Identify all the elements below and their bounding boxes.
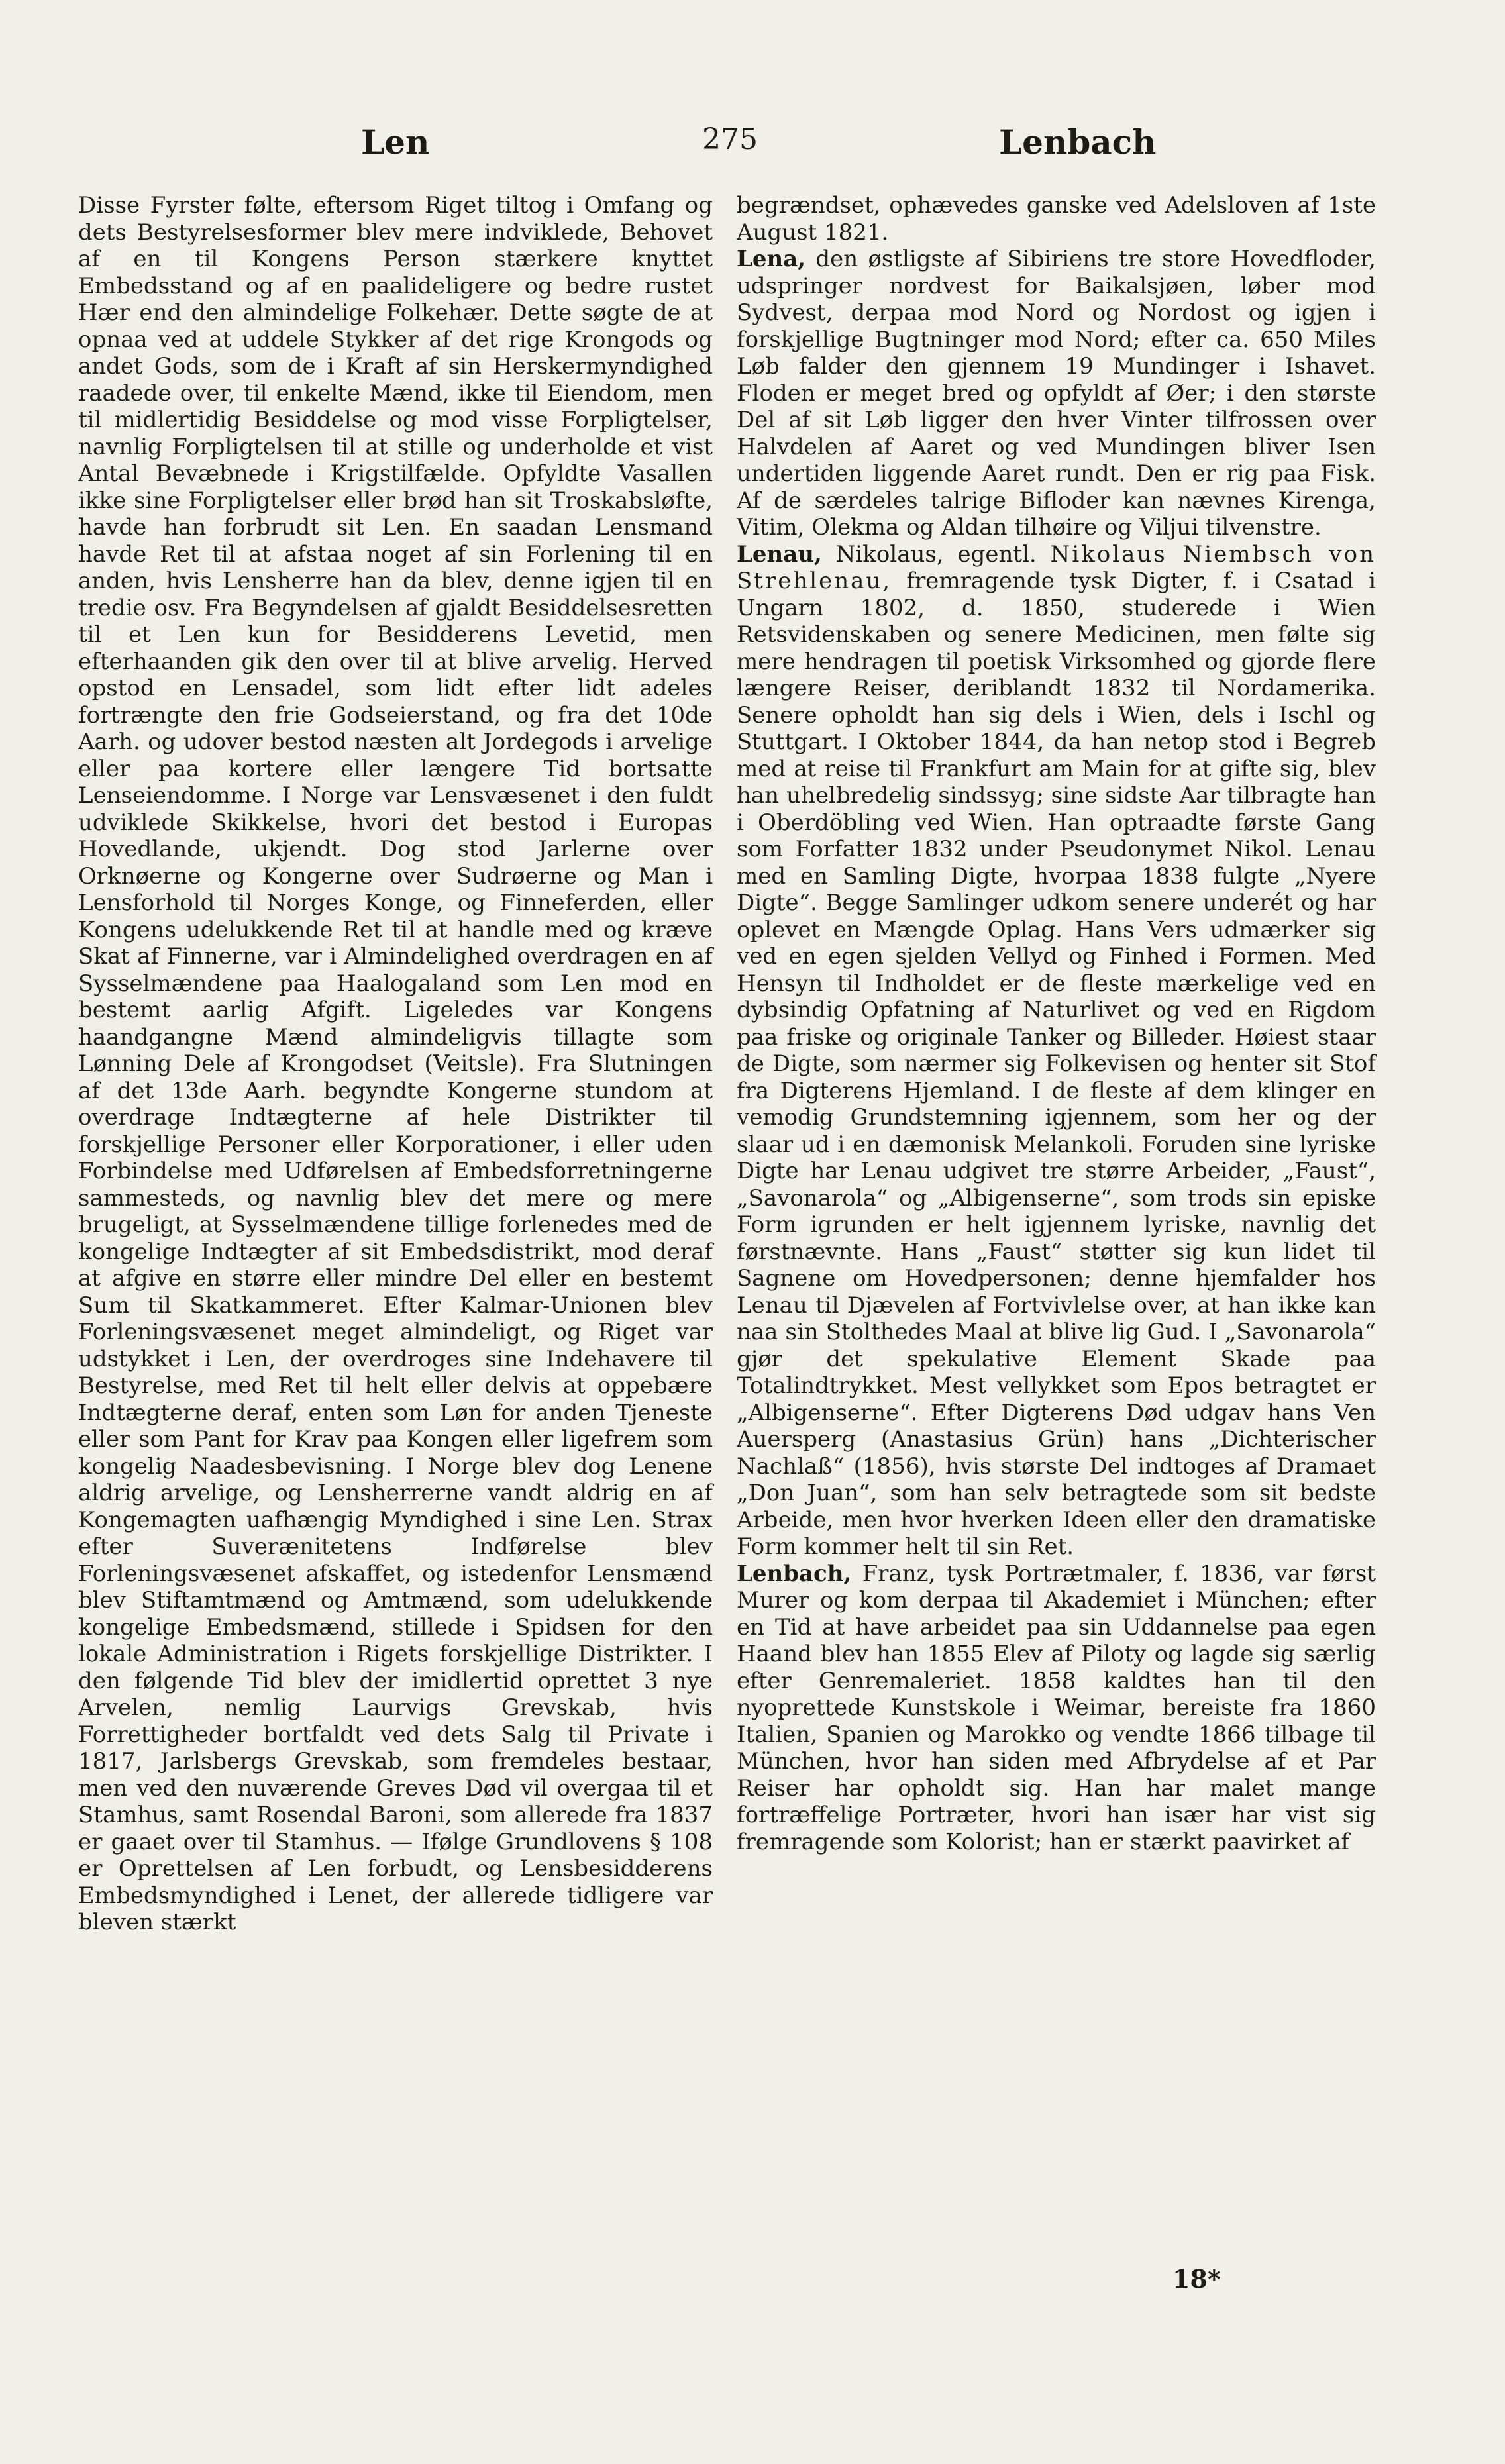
page-number: 275 <box>702 123 758 156</box>
entry-lenbach-text: Franz, tysk Portrætmaler, f. 1836, var først Murer og kom derpaa til Akademiet i München; efter en Tid at have arbeidet paa sin Uddannelse paa egen Haand blev han 1855 Elev af Piloty og lagde sig særlig efter Genremaleriet. 1858 kaldtes han til den nyoprettede Kunstskole i Weimar, bereiste fra 1860 Italien, Spanien og Marokko og vendte 1866 tilbage til München, hvor han siden med Afbrydelse af et Par Reiser har opholdt sig. Han har malet mange fortræffelige Portræter, hvori han især har vist sig fremragende som Kolorist; han er stærkt paavirket af <box>737 1560 1376 1855</box>
entry-lenau-lead: Nikolaus, egentl. <box>821 540 1051 568</box>
headword-lenbach: Lenbach, <box>737 1560 852 1587</box>
entry-lena <box>737 246 1376 541</box>
right-column <box>737 192 1376 1855</box>
entry-lenau-text: fremragende tysk Digter, f. i Csatad i Ungarn 1802, d. 1850, studerede i Wien Retsvidenskaben og senere Medicinen, men følte sig mere hendragen til poetisk Virksomhed og gjorde flere længere Reiser, deriblandt 1832 til Nordamerika. Senere opholdt han sig dels i Wien, dels i Ischl og Stuttgart. I Oktober 1844, da han netop stod i Begreb med at reise til Frankfurt am Main for at gifte sig, blev han uhelbredelig sindssyg; sine sidste Aar tilbragte han i Oberdöbling ved Wien. Han optraadte første Gang som Forfatter 1832 under Pseudonymet Nikol. Lenau med en Samling Digte, hvorpaa 1838 fulgte „Nyere Digte“. Begge Samlinger udkom senere underét og har oplevet en Mængde Oplag. Hans Vers udmærker sig ved en egen sjelden Vellyd og Finhed i Formen. Med Hensyn til Indholdet er de fleste mærkelige ved en dybsindig Opfatning af Naturlivet og ved en Rigdom paa friske og originale Tanker og Billeder. Høiest staar de Digte, som nærmer sig Folkevisen og henter sit Stof fra Digterens Hjemland. I de fleste af dem klinger en vemodig Grundstemning igjennem, som her og der slaar ud i en dæmonisk Melankoli. Foruden sine lyriske Digte har Lenau udgivet tre større Arbeider, „Faust“, „Savonarola“ og „Albigenserne“, som trods sin episke Form igrunden er helt igjennem lyriske, navnlig det førstnævnte. Hans „Faust“ støtter sig kun lidet til Sagnene om Hovedpersonen; denne hjemfalder hos Lenau til Djævelen af Fortvivlelse over, at han ikke kan naa sin Stolthedes Maal at blive lig Gud. I „Savonarola“ gjør det spekulative Element Skade paa Totalindtrykket. Mest vellykket som Epos betragtet er „Albigenserne“. Efter Digterens Død udgav hans Ven Auersperg (Anastasius Grün) hans „Dichterischer Nachlaß“ (1856), hvis største Del indtoges af Dramaet „Don Juan“, som han selv betragtede som sit bedste Arbeide, men hvor hverken Ideen eller den dramatiske Form kommer helt til sin Ret. <box>737 568 1376 1560</box>
entry-lenau <box>737 541 1376 1561</box>
header-left-keyword: Len <box>361 123 430 162</box>
printer-signature: 18* <box>1172 2264 1221 2294</box>
headword-lena: Lena, <box>737 246 806 272</box>
headword-lenau: Lenau, <box>737 540 822 568</box>
right-intro: begrændset, ophævedes ganske ved Adelsloven af 1ste August 1821. <box>737 192 1376 246</box>
entry-lenbach <box>737 1561 1376 1856</box>
entry-lena-text: den østligste af Sibiriens tre store Hovedfloder, udspringer nordvest for Baikalsjøen, løber mod Sydvest, derpaa mod Nord og Nordost og igjen i forskjellige Bugtninger mod Nord; efter ca. 650 Miles Løb falder den gjennem 19 Mundinger i Ishavet. Floden er meget bred og opfyldt af Øer; i den største Del af sit Løb ligger den hver Vinter tilfrossen over Halvdelen af Aaret og ved Mundingen bliver Isen undertiden liggende Aaret rundt. Den er rig paa Fisk. Af de særdeles talrige Bifloder kan nævnes Kirenga, Vitim, Olekma og Aldan tilhøire og Viljui tilvenstre. <box>737 246 1376 540</box>
header-right-keyword: Lenbach <box>999 123 1157 162</box>
entry-lenau-fullname: Nikolaus Niembsch von Strehlenau, <box>737 540 1376 594</box>
left-paragraph: Disse Fyrster følte, eftersom Riget tiltog i Omfang og dets Bestyrelsesformer blev mere indviklede, Behovet af en til Kongens Person stærkere knyttet Embedsstand og af en paalideligere og bedre rustet Hær end den almindelige Folkehær. Dette søgte de at opnaa ved at uddele Stykker af det rige Krongods og andet Gods, som de i Kraft af sin Herskermyndighed raadede over, til enkelte Mænd, ikke til Eiendom, men til midlertidig Besiddelse og mod visse Forpligtelser, navnlig Forpligtelsen til at stille og underholde et vist Antal Bevæbnede i Krigstilfælde. Opfyldte Vasallen ikke sine Forpligtelser eller brød han sit Troskabsløfte, havde han forbrudt sit Len. En saadan Lensmand havde Ret til at afstaa noget af sin Forlening til en anden, hvis Lensherre han da blev, denne igjen til en tredie osv. Fra Begyndelsen af gjaldt Besiddelsesretten til et Len kun for Besidderens Levetid, men efterhaanden gik den over til at blive arvelig. Herved opstod en Lensadel, som lidt efter lidt adeles fortrængte den frie Godseierstand, og fra det 10de Aarh. og udover bestod næsten alt Jordegods i arvelige eller paa kortere eller længere Tid bortsatte Lenseiendomme. I Norge var Lensvæsenet i den fuldt udviklede Skikkelse, hvori det bestod i Europas Hovedlande, ukjendt. Dog stod Jarlerne over Orknøerne og Kongerne over Sudrøerne og Man i Lensforhold til Norges Konge, og Finneferden, eller Kongens udelukkende Ret til at handle med og kræve Skat af Finnerne, var i Almindelighed overdragen en af Sysselmændene paa Haalogaland som Len mod en bestemt aarlig Afgift. Ligeledes var Kongens haandgangne Mænd almindeligvis tillagte som Lønning Dele af Krongodset (Veitsle). Fra Slutningen af det 13de Aarh. begyndte Kongerne stundom at overdrage Indtægterne af hele Distrikter til forskjellige Personer eller Korporationer, i eller uden Forbindelse med Udførelsen af Embedsforretningerne sammesteds, og navnlig blev det mere og mere brugeligt, at Sysselmændene tillige forlenedes med de kongelige Indtægter af sit Embedsdistrikt, mod deraf at afgive en større eller mindre Del eller en bestemt Sum til Skatkammeret. Efter Kalmar-Unionen blev Forleningsvæsenet meget almindeligt, og Riget var udstykket i Len, der overdroges sine Indehavere til Bestyrelse, med Ret til helt eller delvis at oppebære Indtægterne deraf, enten som Løn for anden Tjeneste eller som Pant for Krav paa Kongen eller ligefrem som kongelig Naadesbevisning. I Norge blev dog Lenene aldrig arvelige, og Lensherrerne vandt aldrig en af Kongemagten uafhængig Myndighed i sine Len. Strax efter Suverænitetens Indførelse blev Forleningsvæsenet afskaffet, og istedenfor Lensmænd blev Stiftamtmænd og Amtmænd, som udelukkende kongelige Embedsmænd, stillede i Spidsen for den lokale Administration i Rigets forskjellige Distrikter. I den følgende Tid blev der imidlertid oprettet 3 nye Arvelen, nemlig Laurvigs Grevskab, hvis Forrettigheder bortfaldt ved dets Salg til Private i 1817, Jarlsbergs Grevskab, som fremdeles bestaar, men ved den nuværende Greves Død vil overgaa til et Stamhus, samt Rosendal Baroni, som allerede fra 1837 er gaaet over til Stamhus. — Ifølge Grundlovens § 108 er Oprettelsen af Len forbudt, og Lensbesidderens Embedsmyndighed i Lenet, der allerede tidligere var bleven stærkt <box>78 192 713 1935</box>
left-column <box>78 192 713 1936</box>
